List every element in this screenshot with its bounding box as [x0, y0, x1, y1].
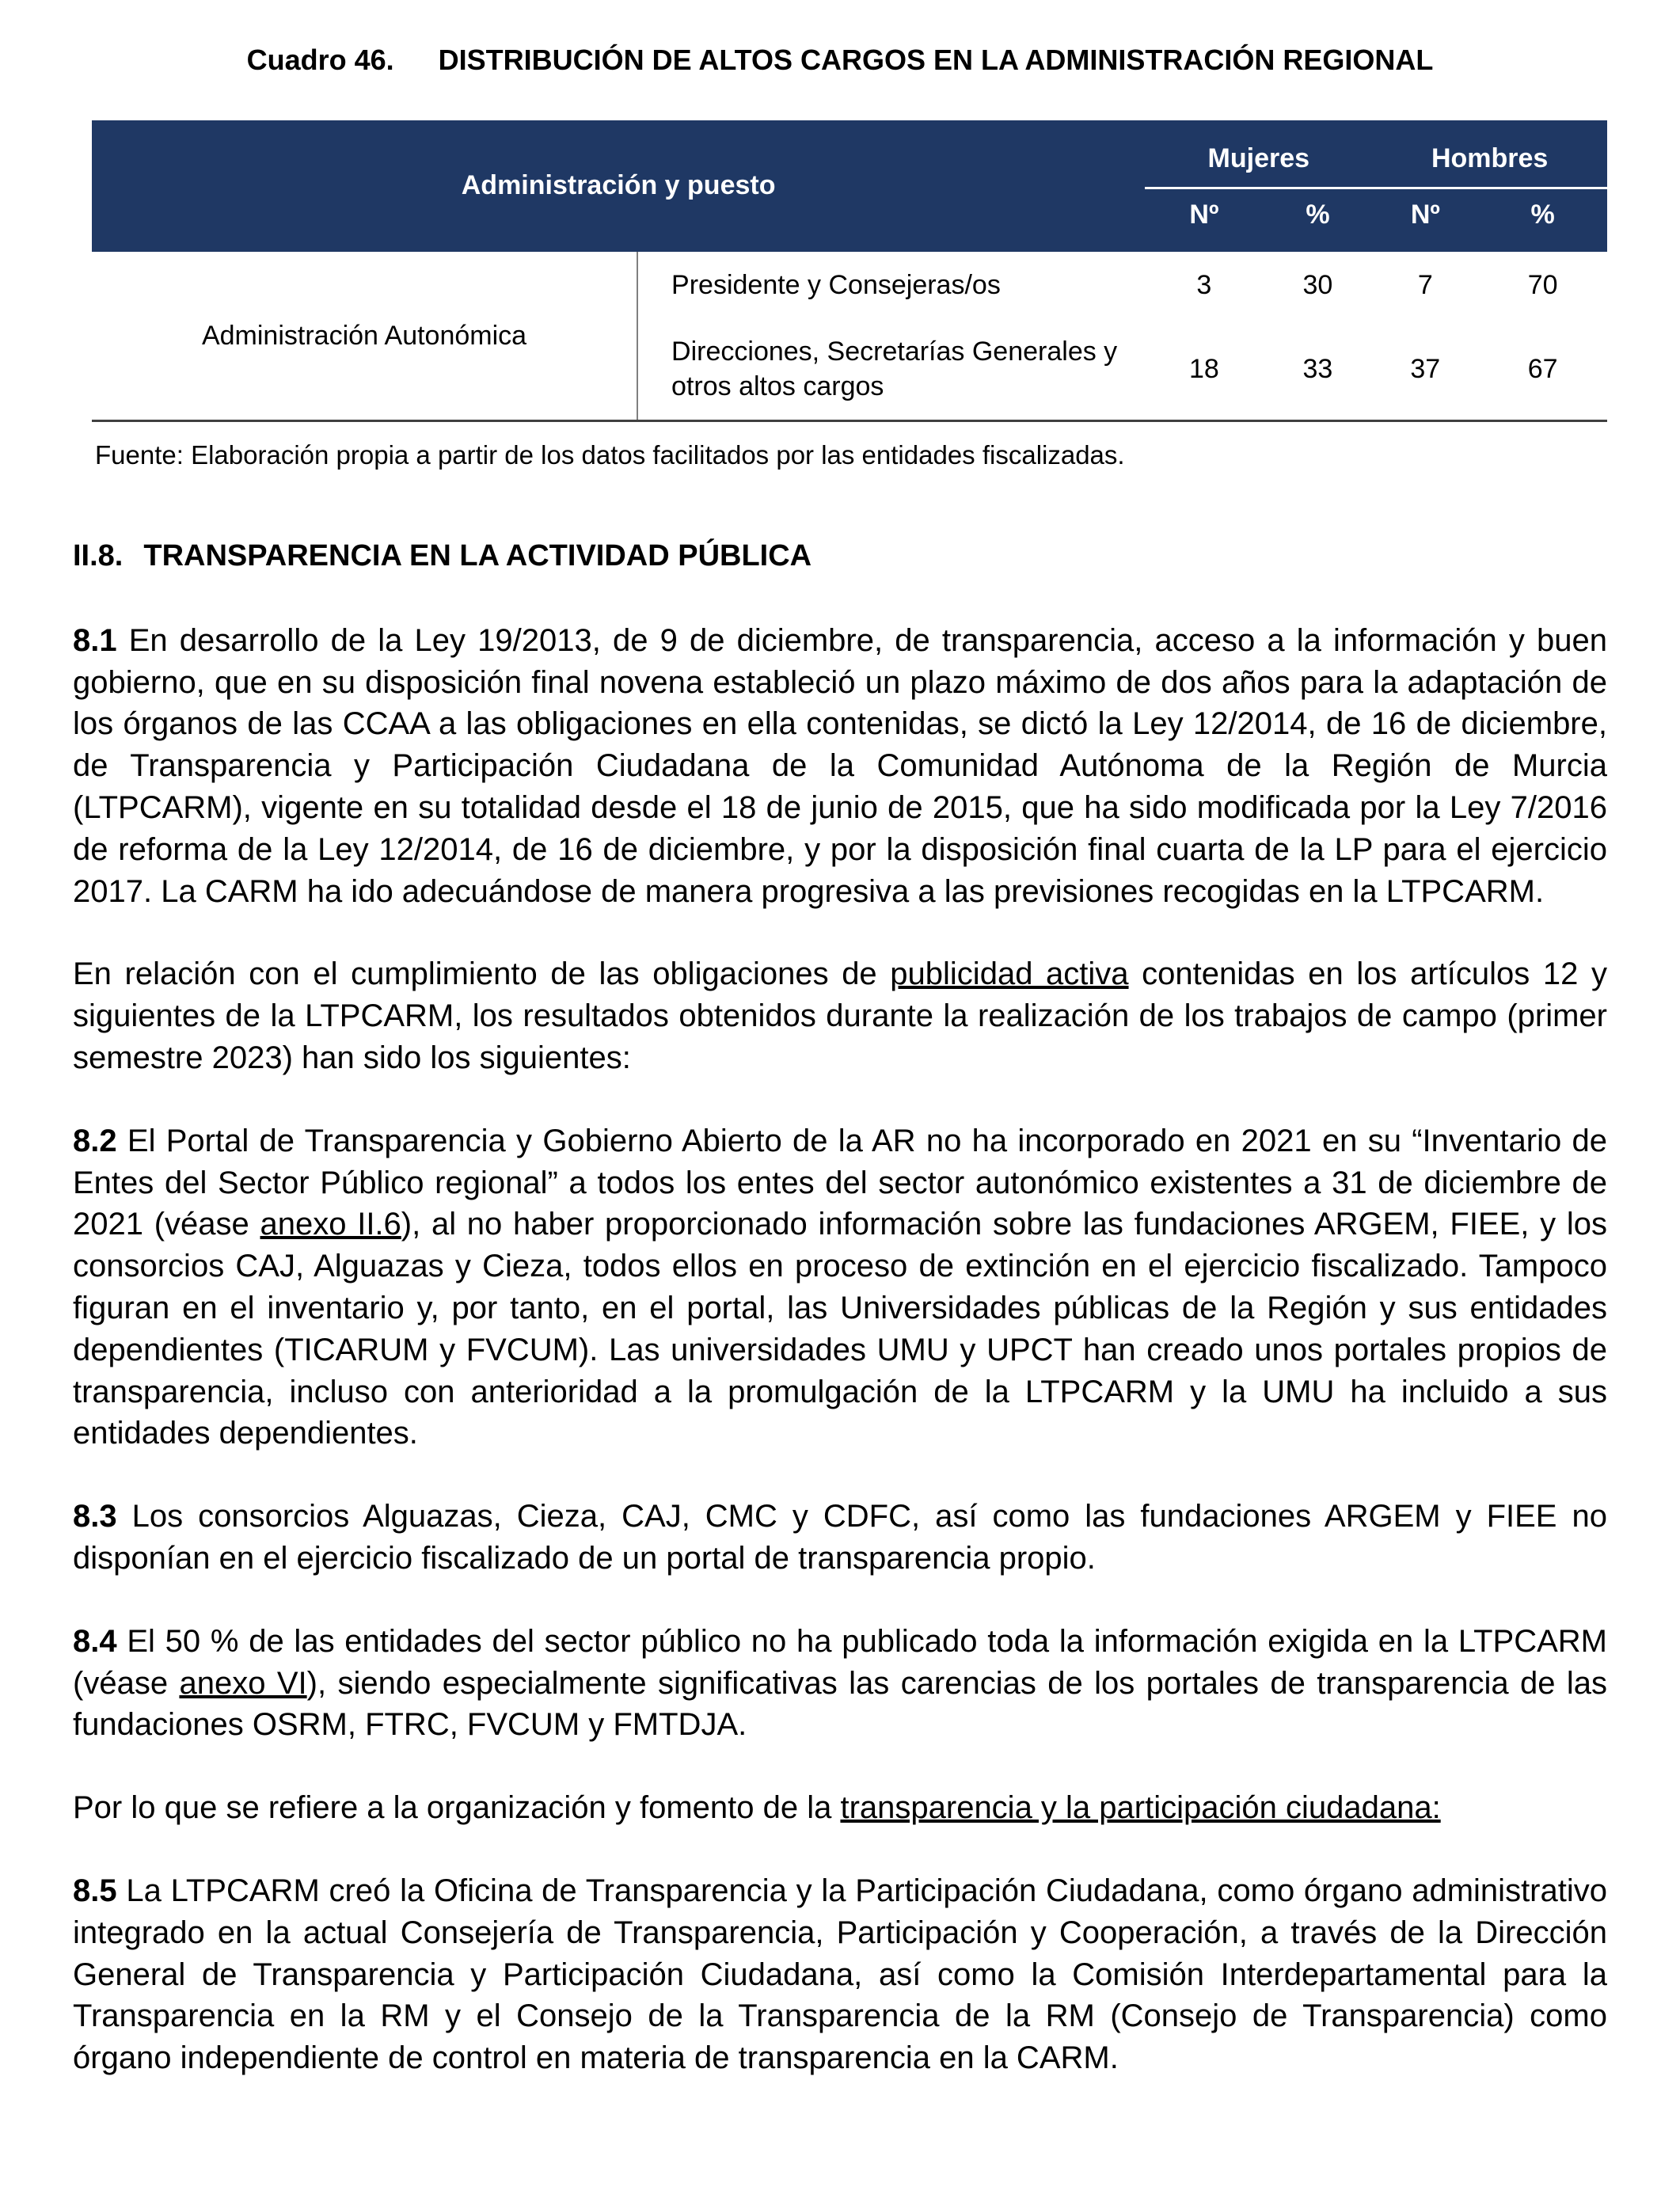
paragraph-publicidad-activa [73, 953, 1607, 1078]
cell-value: 18 [1145, 319, 1263, 421]
table-row [92, 252, 1607, 319]
paragraph-number: 8.4 [73, 1623, 117, 1659]
paragraph-text: Los consorcios Alguazas, Cieza, CAJ, CMC y CDFC, así como las fundaciones ARGEM y FIEE no disponían en el ejercicio fiscalizado de un portal de transparencia propio. [73, 1499, 1607, 1576]
underlined-phrase: publicidad activa [890, 956, 1129, 992]
paragraph-8-2 [73, 1120, 1607, 1455]
paragraph-text: En relación con el cumplimiento de las obligaciones de [73, 956, 891, 992]
table-header [92, 120, 1607, 253]
header-mujeres-numero: Nº [1145, 188, 1263, 252]
cell-value: 70 [1478, 252, 1607, 319]
paragraph-number: 8.1 [73, 622, 117, 658]
header-mujeres-porcentaje: % [1264, 188, 1373, 252]
cell-administracion: Administración Autonómica [92, 252, 637, 420]
cell-value: 33 [1264, 319, 1373, 421]
paragraph-text: El Portal de Transparencia y Gobierno Abierto de la AR no ha incorporado en 2021 en su “Inventario de Entes del Sector Público regional” a todos los entes del sector autonómico existentes a 31 de diciembre de 2021 (véase [73, 1123, 1607, 1242]
header-hombres-porcentaje: % [1478, 188, 1607, 252]
header-hombres-numero: Nº [1372, 188, 1478, 252]
paragraph-transparencia-intro [73, 1787, 1607, 1829]
paragraph-number: 8.2 [73, 1123, 117, 1158]
paragraph-8-3 [73, 1496, 1607, 1580]
paragraph-number: 8.3 [73, 1499, 117, 1534]
paragraph-text: Por lo que se refiere a la organización y fomento de la [73, 1790, 841, 1826]
paragraph-text: contenidas en los artículos 12 y siguientes de la LTPCARM, los resultados obtenidos durante la realización de los trabajos de campo (primer semestre 2023) han sido los siguientes: [73, 956, 1607, 1076]
paragraph-8-4 [73, 1621, 1607, 1746]
paragraph-text: En desarrollo de la Ley 19/2013, de 9 de diciembre, de transparencia, acceso a la información y buen gobierno, que en su disposición final novena estableció un plazo máximo de dos años para la adaptación de los órganos de las CCAA a las obligaciones en ella contenidas, se dictó la Ley 12/2014, de 16 de diciembre, de Transparencia y Participación Ciudadana de la Comunidad Autónoma de la Región de Murcia (LTPCARM), vigente en su totalidad desde el 18 de junio de 2015, que ha sido modificada por la Ley 7/2016 de reforma de la Ley 12/2014, de 16 de diciembre, y por la disposición final cuarta de la LP para el ejercicio 2017. La CARM ha ido adecuándose de manera progresiva a las previsiones recogidas en la LTPCARM. [73, 622, 1607, 909]
header-group-hombres: Hombres [1372, 120, 1607, 188]
section-number: II.8. [73, 538, 124, 572]
cell-value: 67 [1478, 319, 1607, 421]
table-source-note: Fuente: Elaboración propia a partir de los datos facilitados por las entidades fiscalizadas. [95, 440, 1125, 470]
cuadro-46-table [92, 120, 1607, 423]
header-administracion-puesto: Administración y puesto [92, 120, 1145, 253]
cell-value: 37 [1372, 319, 1478, 421]
section-heading [73, 536, 1607, 576]
cell-puesto: Presidente y Consejeras/os [637, 252, 1145, 319]
cell-puesto: Direcciones, Secretarías Generales y otros altos cargos [637, 319, 1145, 421]
table-caption [73, 41, 1607, 79]
cell-value: 7 [1372, 252, 1478, 319]
table-caption-number: Cuadro 46. [246, 44, 394, 76]
paragraph-text: ), siendo especialmente significativas las carencias de los portales de transparencia de las fundaciones OSRM, FTRC, FVCUM y FMTDJA. [73, 1665, 1608, 1743]
cell-value: 30 [1264, 252, 1373, 319]
anexo-ii6-link[interactable]: anexo II.6 [260, 1207, 401, 1242]
underlined-phrase: transparencia y la participación ciudadana: [840, 1790, 1441, 1826]
paragraph-text: El 50 % de las entidades del sector público no ha publicado toda la información exigida en la LTPCARM (véase [73, 1623, 1607, 1701]
header-group-mujeres: Mujeres [1145, 120, 1372, 188]
paragraph-8-1 [73, 620, 1607, 913]
anexo-vi-link[interactable]: anexo VI [179, 1665, 307, 1701]
cell-value: 3 [1145, 252, 1263, 319]
table-caption-title: DISTRIBUCIÓN DE ALTOS CARGOS EN LA ADMINISTRACIÓN REGIONAL [438, 44, 1434, 76]
paragraph-text: ), al no haber proporcionado información sobre las fundaciones ARGEM, FIEE, y los consorcios CAJ, Alguazas y Cieza, todos ellos en proceso de extinción en el ejercicio fiscalizado. Tampoco figuran en el inventario y, por tanto, en el portal, las Universidades públicas de la Región y sus entidades dependientes (TICARUM y FVCUM). Las universidades UMU y UPCT han creado unos portales propios de transparencia, incluso con anterioridad a la promulgación de la LTPCARM y la UMU ha incluido a sus entidades dependientes. [73, 1207, 1607, 1451]
paragraph-text: La LTPCARM creó la Oficina de Transparencia y la Participación Ciudadana, como órgano administrativo integrado en la actual Consejería de Transparencia, Participación y Cooperación, a través de la Dirección General de Transparencia y Participación Ciudadana, así como la Comisión Interdepartamental para la Transparencia en la RM y el Consejo de la Transparencia de la RM (Consejo de Transparencia) como órgano independiente de control en materia de transparencia en la CARM. [73, 1873, 1607, 2076]
section-title: TRANSPARENCIA EN LA ACTIVIDAD PÚBLICA [143, 538, 812, 572]
paragraph-number: 8.5 [73, 1873, 117, 1908]
paragraph-8-5 [73, 1870, 1607, 2079]
